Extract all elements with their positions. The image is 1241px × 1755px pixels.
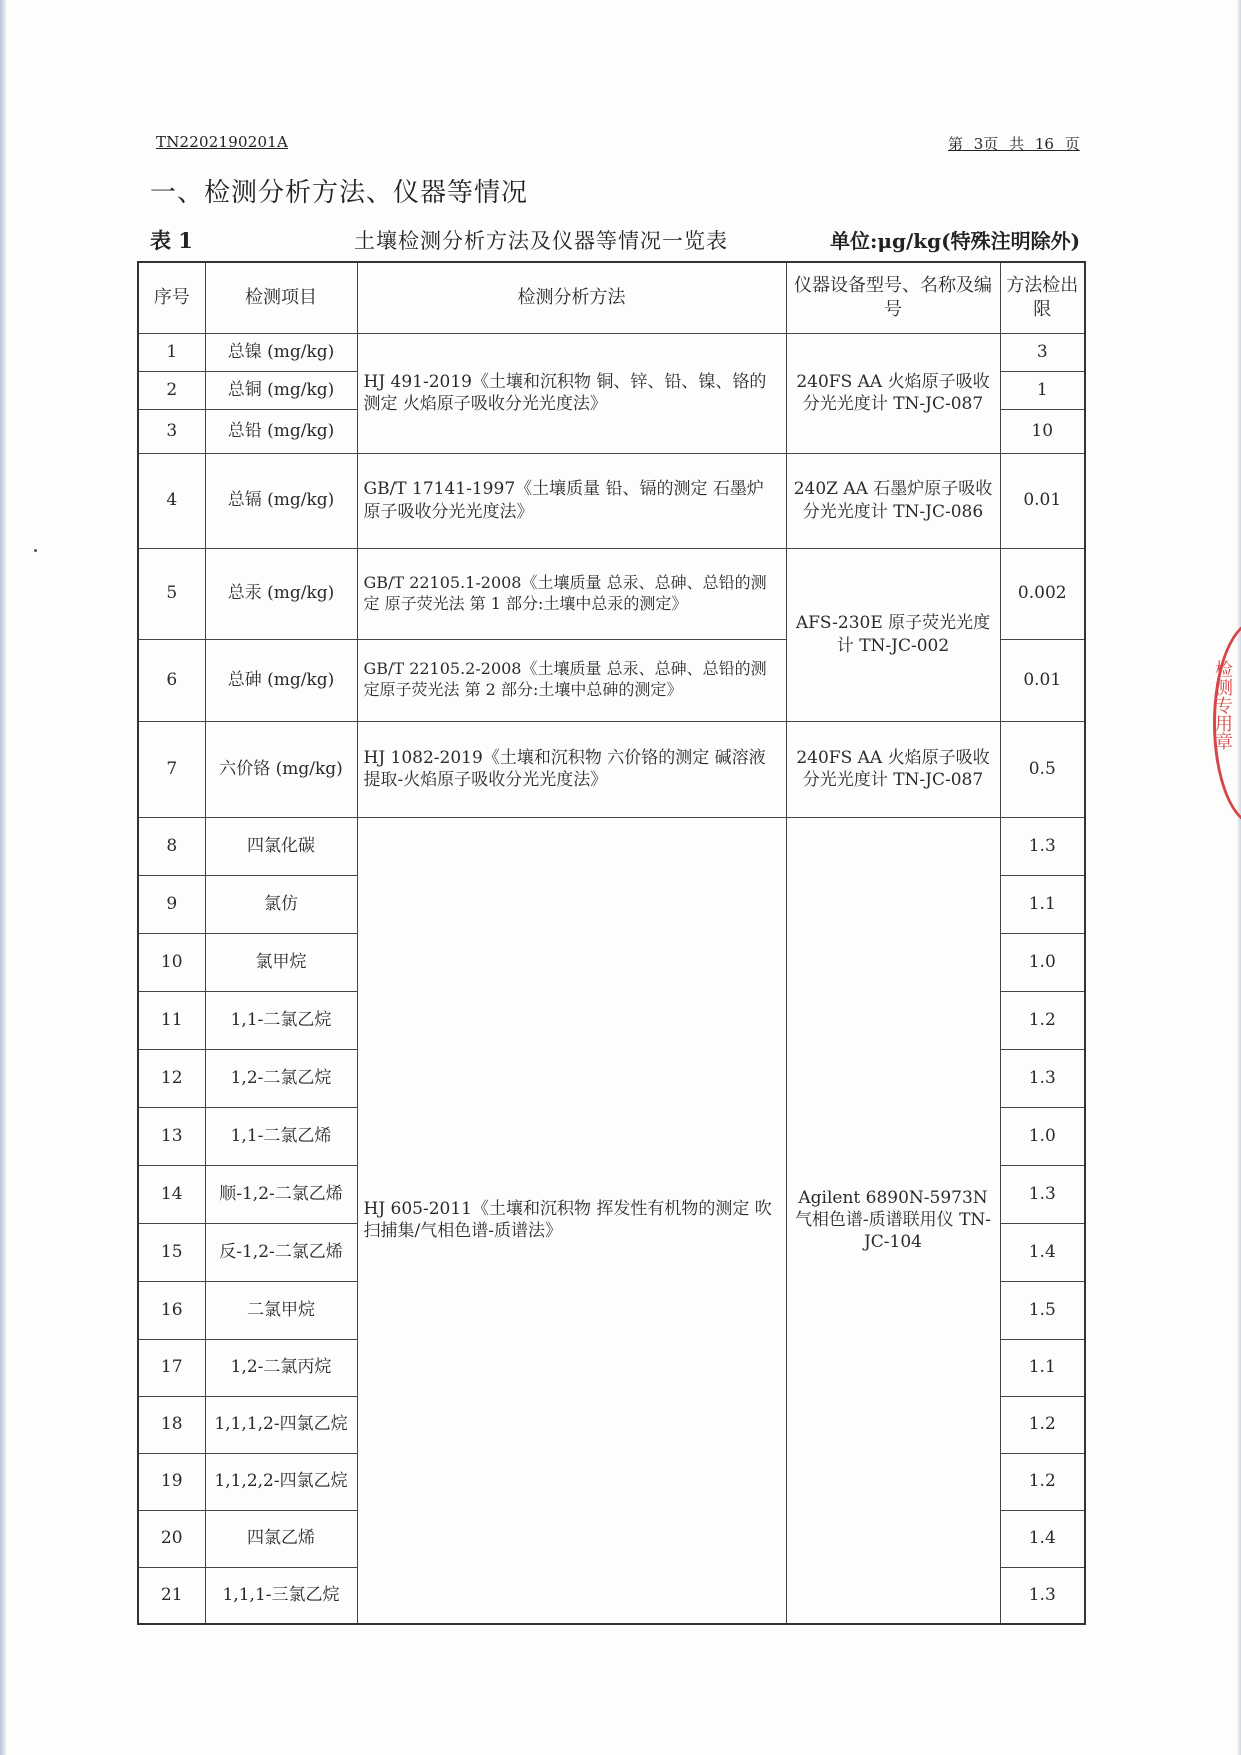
header-instrument: 仪器设备型号、名称及编号 [786,262,1000,333]
row-limit: 10 [1000,409,1085,453]
row-item: 总铜 (mg/kg) [205,371,357,409]
row-no: 5 [138,548,205,639]
row-item: 总铅 (mg/kg) [205,409,357,453]
row-item: 二氯甲烷 [205,1281,357,1339]
row-no: 21 [138,1567,205,1624]
row-limit: 1.0 [1000,1107,1085,1165]
row-instrument: AFS-230E 原子荧光光度计 TN-JC-002 [786,548,1000,721]
header-no: 序号 [138,262,205,333]
row-item: 六价铬 (mg/kg) [205,721,357,817]
row-no: 1 [138,333,205,371]
table-row [138,333,1085,371]
row-instrument: 240FS AA 火焰原子吸收分光光度计 TN-JC-087 [786,333,1000,453]
row-no: 14 [138,1165,205,1223]
row-limit: 0.002 [1000,548,1085,639]
table-row [138,548,1085,639]
row-no: 15 [138,1223,205,1281]
table-unit: 单位:μg/kg(特殊注明除外) [830,229,1081,253]
row-no: 9 [138,875,205,933]
row-item: 反-1,2-二氯乙烯 [205,1223,357,1281]
row-item: 总镍 (mg/kg) [205,333,357,371]
row-item: 四氯化碳 [205,817,357,875]
seal-text: 检测专用章 [1212,660,1233,750]
row-no: 18 [138,1396,205,1453]
header-limit: 方法检出限 [1000,262,1085,333]
row-limit: 1.2 [1000,1396,1085,1453]
table-row [138,721,1085,817]
row-instrument: Agilent 6890N-5973N 气相色谱-质谱联用仪 TN-JC-104 [786,817,1000,1624]
row-limit: 1.1 [1000,1339,1085,1396]
row-no: 13 [138,1107,205,1165]
row-no: 17 [138,1339,205,1396]
row-method: HJ 605-2011《土壤和沉积物 挥发性有机物的测定 吹扫捕集/气相色谱-质谱法》 [357,817,786,1624]
row-item: 四氯乙烯 [205,1510,357,1567]
row-no: 10 [138,933,205,991]
table-header-row [138,262,1085,333]
row-item: 氯甲烷 [205,933,357,991]
header-method: 检测分析方法 [357,262,786,333]
row-method: GB/T 22105.1-2008《土壤质量 总汞、总砷、总铅的测定 原子荧光法 第 1 部分:土壤中总汞的测定》 [357,548,786,639]
row-limit: 0.5 [1000,721,1085,817]
row-limit: 1.1 [1000,875,1085,933]
row-no: 11 [138,991,205,1049]
row-limit: 1.3 [1000,817,1085,875]
row-no: 20 [138,1510,205,1567]
row-limit: 1.4 [1000,1510,1085,1567]
row-method: GB/T 17141-1997《土壤质量 铅、镉的测定 石墨炉原子吸收分光光度法》 [357,453,786,548]
row-item: 顺-1,2-二氯乙烯 [205,1165,357,1223]
row-item: 1,1,2,2-四氯乙烷 [205,1453,357,1510]
table-row [138,453,1085,548]
row-no: 12 [138,1049,205,1107]
row-no: 4 [138,453,205,548]
row-limit: 1.2 [1000,991,1085,1049]
row-item: 1,2-二氯丙烷 [205,1339,357,1396]
page-info: 第 3页 共 16 页 [948,135,1080,153]
section-title: 一、检测分析方法、仪器等情况 [150,178,529,208]
row-no: 3 [138,409,205,453]
row-limit: 1.5 [1000,1281,1085,1339]
scan-speck [34,549,37,552]
row-method: GB/T 22105.2-2008《土壤质量 总汞、总砷、总铅的测定原子荧光法 第 2 部分:土壤中总砷的测定》 [357,639,786,721]
table-title: 土壤检测分析方法及仪器等情况一览表 [354,229,728,253]
row-no: 2 [138,371,205,409]
row-limit: 1 [1000,371,1085,409]
methods-table [137,261,1086,1625]
row-limit: 3 [1000,333,1085,371]
row-item: 总汞 (mg/kg) [205,548,357,639]
row-item: 总砷 (mg/kg) [205,639,357,721]
table-row [138,817,1085,875]
row-instrument: 240Z AA 石墨炉原子吸收分光光度计 TN-JC-086 [786,453,1000,548]
row-limit: 1.3 [1000,1049,1085,1107]
row-limit: 1.2 [1000,1453,1085,1510]
row-item: 1,1-二氯乙烷 [205,991,357,1049]
scan-edge-left [0,0,6,1755]
seal-stamp [1207,620,1241,820]
row-limit: 0.01 [1000,639,1085,721]
row-no: 8 [138,817,205,875]
row-item: 总镉 (mg/kg) [205,453,357,548]
row-item: 氯仿 [205,875,357,933]
row-item: 1,1-二氯乙烯 [205,1107,357,1165]
row-method: HJ 491-2019《土壤和沉积物 铜、锌、铅、镍、铬的测定 火焰原子吸收分光光度法》 [357,333,786,453]
header-item: 检测项目 [205,262,357,333]
row-no: 7 [138,721,205,817]
row-instrument: 240FS AA 火焰原子吸收分光光度计 TN-JC-087 [786,721,1000,817]
row-no: 6 [138,639,205,721]
scan-edge-right [1237,0,1241,1755]
row-item: 1,1,1,2-四氯乙烷 [205,1396,357,1453]
row-limit: 1.3 [1000,1567,1085,1624]
row-item: 1,1,1-三氯乙烷 [205,1567,357,1624]
table-label: 表 1 [150,228,193,253]
row-limit: 1.4 [1000,1223,1085,1281]
row-limit: 1.3 [1000,1165,1085,1223]
row-limit: 0.01 [1000,453,1085,548]
row-item: 1,2-二氯乙烷 [205,1049,357,1107]
row-method: HJ 1082-2019《土壤和沉积物 六价铬的测定 碱溶液提取-火焰原子吸收分光光度法》 [357,721,786,817]
row-no: 19 [138,1453,205,1510]
report-number: TN2202190201A [156,133,288,151]
row-no: 16 [138,1281,205,1339]
row-limit: 1.0 [1000,933,1085,991]
